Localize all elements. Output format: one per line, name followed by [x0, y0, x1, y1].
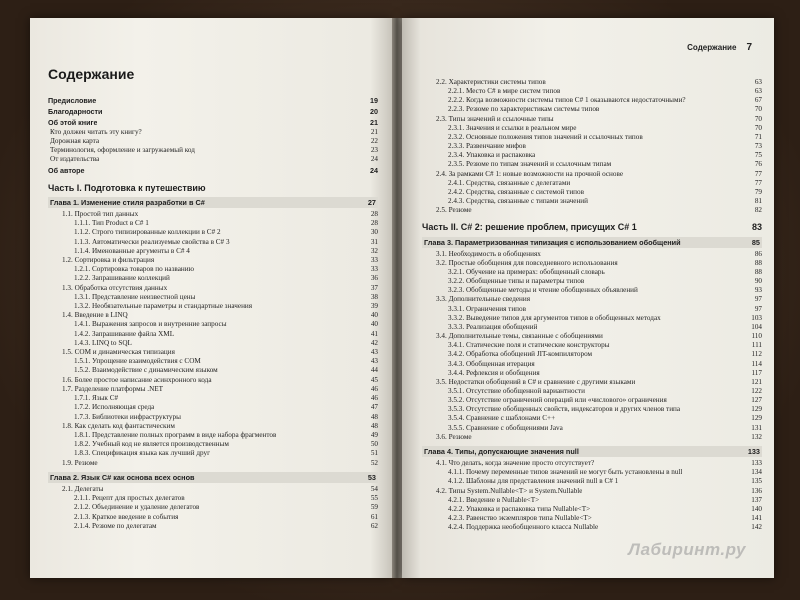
toc-entry-title: 2.4. За рамками C# 1: новые возможности на прочной основе	[436, 169, 624, 178]
toc-entry-page: 73	[754, 142, 762, 151]
toc-entry	[422, 396, 762, 405]
toc-entry-title: Благодарности	[48, 107, 103, 117]
toc-entry-page: 43	[370, 348, 378, 357]
toc-entry-title: 1.5.1. Упрощение взаимодействия с COM	[74, 357, 201, 366]
toc-entry-page: 86	[754, 249, 762, 258]
toc-entry-page: 81	[754, 197, 762, 206]
toc-entry-title: 2.2.1. Место C# в мире систем типов	[448, 87, 561, 96]
toc-entry	[422, 505, 762, 514]
toc-entry-title: 1.8. Как сделать код фантастическим	[62, 421, 175, 430]
toc-entry-page: 28	[370, 210, 378, 219]
toc-entry-title: 3.5. Недостатки обобщений в C# и сравнение с другими языками	[436, 377, 636, 386]
toc-entry	[422, 477, 762, 486]
toc-entry	[48, 422, 378, 431]
toc-entry-title: 2.3. Типы значений и ссылочные типы	[436, 114, 554, 123]
toc-entry	[422, 378, 762, 387]
toc-entry	[422, 237, 762, 248]
toc-entry-title: 3.5.2. Отсутствие ограничений операций или «числового» ограничения	[448, 396, 667, 405]
toc-entry	[422, 206, 762, 215]
toc-entry-page: 38	[370, 292, 378, 301]
page-number: 7	[746, 42, 752, 53]
toc-entry	[422, 350, 762, 359]
toc-entry-title: Часть I. Подготовка к путешествию	[48, 183, 206, 193]
toc-entry	[422, 188, 762, 197]
toc-entry-title: 4.2.2. Упаковка и распаковка типа Nullable<T>	[448, 504, 591, 513]
toc-entry-title: 2.2.3. Резюме по характеристикам системы типов	[448, 105, 600, 114]
toc-entry-page: 112	[751, 350, 762, 359]
toc-entry-page: 97	[754, 295, 762, 304]
toc-entry-title: Предисловие	[48, 96, 97, 105]
toc-entry	[48, 385, 378, 394]
toc-entry	[48, 228, 378, 237]
toc-entry	[422, 360, 762, 369]
toc-entry	[422, 314, 762, 323]
toc-entry-page: 114	[751, 359, 762, 368]
toc-entry-title: 4.2.3. Равенство экземпляров типа Nullable<T>	[448, 514, 592, 523]
toc-entry-title: Об этой книге	[48, 118, 98, 128]
toc-entry-page: 49	[370, 430, 378, 439]
toc-entry-title: 3.4.4. Рефлексия и обобщения	[448, 368, 540, 377]
toc-entry-title: 3.4.2. Обработка обобщений JIT-компилятором	[448, 350, 593, 359]
toc-entry-page: 33	[370, 265, 378, 274]
toc-entry-page: 103	[751, 313, 762, 322]
toc-entry	[422, 142, 762, 151]
toc-entry-page: 140	[751, 504, 762, 513]
toc-entry-title: Об авторе	[48, 166, 85, 176]
toc-entry-page: 55	[370, 494, 378, 503]
toc-entry-page: 133	[747, 446, 760, 456]
toc-entry-title: 3.5.3. Отсутствие обобщенных свойств, индексаторов и других членов типа	[448, 405, 681, 414]
toc-entry	[48, 459, 378, 468]
toc-entry	[48, 184, 378, 193]
toc-entry-title: От издательства	[50, 155, 100, 164]
toc-entry	[48, 330, 378, 339]
toc-entry-title: Часть II. C# 2: решение проблем, присущих C# 1	[422, 223, 637, 233]
toc-entry	[48, 274, 378, 283]
toc-entry	[48, 485, 378, 494]
toc-entry-title: 3.4. Дополнительные темы, связанные с обобщениями	[436, 332, 603, 341]
toc-entry-title: 3.4.3. Обобщенная итерация	[448, 359, 535, 368]
toc-entry-title: 2.2. Характеристики системы типов	[436, 78, 546, 86]
toc-entry-title: 1.1.3. Автоматически реализуемые свойства в C# 3	[74, 237, 230, 246]
toc-entry	[422, 487, 762, 496]
toc-entry-page: 48	[370, 421, 378, 430]
toc-entry-title: 1.7. Разделение платформы .NET	[62, 384, 164, 393]
toc-entry-title: 1.5. COM и динамическая типизация	[62, 348, 175, 357]
right-toc	[422, 78, 762, 532]
toc-entry-title: 1.1.4. Именованные аргументы в C# 4	[74, 246, 190, 255]
toc-entry-title: 2.3.2. Основные положения типов значений и ссылочных типов	[448, 132, 643, 141]
left-toc	[48, 66, 378, 531]
toc-entry-page: 76	[754, 160, 762, 169]
toc-entry	[48, 293, 378, 302]
toc-entry-title: 2.4.1. Средства, связанные с делегатами	[448, 178, 571, 187]
toc-entry	[48, 256, 378, 265]
toc-entry-page: 46	[370, 394, 378, 403]
toc-entry	[422, 78, 762, 87]
toc-entry-title: 1.2. Сортировка и фильтрация	[62, 256, 155, 265]
toc-entry-title: 1.2.1. Сортировка товаров по названию	[74, 265, 194, 274]
toc-entry-title: 2.2.2. Когда возможности системы типов C# 1 оказываются недостаточными?	[448, 96, 686, 105]
toc-entry-page: 46	[370, 384, 378, 393]
toc-entry-title: 4.1.1. Почему переменные типов значений не могут быть установлены в null	[448, 468, 683, 477]
toc-entry	[48, 449, 378, 458]
toc-entry-title: 2.1.3. Краткое введение в события	[74, 512, 179, 521]
toc-entry-page: 142	[751, 523, 762, 532]
toc-entry-title: Глава 3. Параметризованная типизация с использованием обобщений	[424, 237, 681, 247]
left-page	[30, 18, 392, 578]
toc-entry-title: 3.1. Необходимость в обобщениях	[436, 249, 541, 258]
toc-entry-page: 28	[370, 219, 378, 228]
toc-entry	[48, 219, 378, 228]
toc-entry	[422, 105, 762, 114]
toc-entry-title: 1.4.2. Запрашивание файла XML	[74, 329, 175, 338]
toc-entry	[422, 446, 762, 457]
toc-entry-title: 2.1. Делегаты	[62, 484, 104, 493]
toc-entry-page: 36	[370, 274, 378, 283]
toc-entry-page: 133	[751, 459, 762, 468]
toc-entry-page: 88	[754, 267, 762, 276]
toc-entry-title: 1.4.1. Выражения запросов и внутренние запросы	[74, 320, 227, 329]
toc-entry	[48, 247, 378, 256]
running-head-title: Содержание	[687, 43, 737, 52]
toc-entry-page: 129	[751, 414, 762, 423]
toc-entry-title: 1.3.1. Представление неизвестной цены	[74, 292, 196, 301]
toc-entry-page: 39	[370, 302, 378, 311]
toc-entry-page: 59	[370, 503, 378, 512]
toc-entry-page: 135	[751, 477, 762, 486]
toc-entry-title: 1.5.2. Взаимодействие с динамическим языком	[74, 366, 218, 375]
toc-entry-title: 4.1. Что делать, когда значение просто отсутствует?	[436, 459, 595, 468]
toc-entry-title: 2.4.2. Средства, связанные с системой типов	[448, 187, 585, 196]
toc-entry	[422, 179, 762, 188]
toc-entry	[48, 210, 378, 219]
page-title: Содержание	[48, 66, 135, 82]
toc-entry	[422, 332, 762, 341]
toc-entry-page: 52	[370, 458, 378, 467]
toc-entry-title: 2.3.1. Значения и ссылки в реальном мире	[448, 123, 577, 132]
toc-entry-page: 97	[754, 304, 762, 313]
toc-entry	[422, 151, 762, 160]
toc-entry-page: 43	[370, 357, 378, 366]
toc-entry-title: Глава 1. Изменение стиля разработки в C#	[50, 197, 205, 207]
toc-entry-title: 4.2.4. Поддержка необобщенного класса Nullable	[448, 523, 599, 532]
toc-entry	[48, 366, 378, 375]
toc-entry-title: 1.3.2. Необязательные параметры и стандартные значения	[74, 302, 253, 311]
toc-entry-page: 40	[370, 311, 378, 320]
toc-entry-page: 127	[751, 396, 762, 405]
toc-entry-page: 23	[370, 146, 378, 155]
toc-entry	[48, 513, 378, 522]
toc-entry-page: 88	[754, 258, 762, 267]
toc-entry-title: 4.2.1. Введение в Nullable<T>	[448, 495, 540, 504]
toc-entry	[422, 170, 762, 179]
right-page	[402, 18, 774, 578]
toc-entry	[48, 137, 378, 146]
toc-entry	[48, 118, 378, 127]
toc-entry	[422, 369, 762, 378]
toc-entry-page: 33	[370, 256, 378, 265]
toc-entry-title: 3.5.5. Сравнение с обобщениями Java	[448, 423, 563, 432]
toc-entry-page: 141	[751, 514, 762, 523]
toc-entry	[422, 133, 762, 142]
toc-entry-title: 1.4.3. LINQ to SQL	[74, 338, 132, 347]
toc-entry	[48, 357, 378, 366]
toc-entry	[48, 265, 378, 274]
toc-entry-title: 2.5. Резюме	[436, 206, 472, 215]
right-toc-rows	[422, 78, 762, 532]
toc-entry-page: 21	[370, 127, 378, 136]
toc-entry-title: 3.2.3. Обобщенные методы и чтение обобщенных объявлений	[448, 286, 638, 295]
book-gutter	[392, 18, 402, 578]
toc-entry	[422, 160, 762, 169]
toc-entry-title: 1.8.2. Учебный код не является производственным	[74, 440, 229, 449]
toc-entry-page: 44	[370, 366, 378, 375]
toc-entry-page: 121	[751, 377, 762, 386]
toc-entry-page: 93	[754, 286, 762, 295]
toc-entry	[422, 323, 762, 332]
toc-entry-page: 54	[370, 484, 378, 493]
toc-entry	[48, 472, 378, 483]
toc-entry-page: 70	[754, 123, 762, 132]
toc-entry-page: 45	[370, 375, 378, 384]
toc-entry-page: 21	[370, 118, 378, 128]
toc-entry	[422, 341, 762, 350]
toc-entry-page: 122	[751, 387, 762, 395]
toc-entry-title: 3.2.1. Обучение на примерах: обобщенный словарь	[448, 267, 605, 276]
toc-entry-title: 4.2. Типы System.Nullable<T> и System.Nullable	[436, 486, 583, 495]
toc-entry-page: 20	[370, 107, 378, 117]
toc-entry-page: 129	[751, 405, 762, 414]
toc-entry-title: 1.4. Введение в LINQ	[62, 311, 128, 320]
toc-entry	[48, 413, 378, 422]
toc-entry	[422, 295, 762, 304]
toc-entry-page: 50	[370, 440, 378, 449]
toc-entry-page: 104	[751, 322, 762, 331]
toc-entry	[422, 96, 762, 105]
toc-entry	[422, 405, 762, 414]
toc-entry-title: Терминология, оформление и загружаемый код	[50, 146, 195, 155]
toc-entry	[48, 431, 378, 440]
toc-entry	[48, 96, 378, 105]
toc-entry	[48, 440, 378, 449]
toc-entry-page: 134	[751, 468, 762, 477]
toc-entry	[422, 115, 762, 124]
toc-entry	[48, 403, 378, 412]
toc-entry	[422, 459, 762, 468]
toc-entry-page: 77	[754, 178, 762, 187]
toc-entry-title: 3.6. Резюме	[436, 432, 472, 441]
toc-entry-page: 47	[370, 403, 378, 412]
toc-entry	[422, 223, 762, 232]
toc-entry-page: 85	[751, 237, 760, 247]
toc-entry-page: 132	[751, 432, 762, 441]
toc-entry	[48, 238, 378, 247]
toc-entry	[422, 433, 762, 442]
toc-entry	[48, 155, 378, 164]
toc-entry-page: 70	[754, 105, 762, 114]
toc-entry	[422, 496, 762, 505]
toc-entry-title: 1.3. Обработка отсутствия данных	[62, 283, 168, 292]
toc-entry	[48, 494, 378, 503]
toc-entry-title: 2.1.2. Объединение и удаление делегатов	[74, 503, 200, 512]
toc-entry-title: 3.2. Простые обобщения для повседневного использования	[436, 258, 618, 267]
toc-entry-page: 40	[370, 320, 378, 329]
toc-entry-page: 31	[370, 237, 378, 246]
toc-entry-page: 117	[751, 368, 762, 377]
toc-entry	[48, 503, 378, 512]
toc-entry	[422, 250, 762, 259]
toc-entry-title: 3.3. Дополнительные сведения	[436, 295, 531, 304]
toc-entry-page: 19	[370, 96, 378, 105]
toc-entry-title: 2.3.5. Резюме по типам значений и ссылочным типам	[448, 160, 612, 169]
toc-entry-page: 27	[367, 197, 376, 207]
toc-entry-page: 75	[754, 151, 762, 160]
toc-entry	[422, 414, 762, 423]
toc-entry	[422, 387, 762, 396]
toc-entry-title: 1.1. Простой тип данных	[62, 210, 139, 219]
toc-entry-page: 111	[751, 341, 762, 350]
toc-entry-page: 63	[754, 78, 762, 86]
toc-entry-page: 67	[754, 96, 762, 105]
toc-entry-title: 1.9. Резюме	[62, 458, 98, 467]
toc-entry-page: 110	[751, 332, 762, 341]
toc-entry	[422, 124, 762, 133]
toc-entry-page: 37	[370, 283, 378, 292]
toc-entry-title: 3.3.3. Реализация обобщений	[448, 322, 538, 331]
toc-entry-title: 1.2.2. Запрашивание коллекций	[74, 274, 170, 283]
toc-entry-title: 1.8.1. Представление полных программ в виде набора фрагментов	[74, 430, 277, 439]
toc-entry-title: Кто должен читать эту книгу?	[50, 127, 142, 136]
toc-entry-title: 3.4.1. Статические поля и статические конструкторы	[448, 341, 610, 350]
toc-entry-title: Глава 4. Типы, допускающие значения null	[424, 446, 579, 456]
toc-entry-title: 3.2.2. Обобщенные типы и параметры типов	[448, 277, 585, 286]
toc-entry-title: 1.1.1. Тип Product в C# 1	[74, 219, 149, 228]
toc-entry-page: 24	[370, 166, 378, 176]
toc-entry-page: 77	[754, 169, 762, 178]
toc-entry-title: 3.3.2. Выведение типов для аргументов типов в обобщенных методах	[448, 313, 661, 322]
toc-entry-page: 79	[754, 187, 762, 196]
toc-entry-title: Глава 2. Язык C# как основа всех основ	[50, 472, 195, 482]
toc-entry-title: 1.7.2. Исполняющая среда	[74, 403, 155, 412]
toc-entry	[48, 339, 378, 348]
toc-entry	[422, 523, 762, 532]
toc-entry-page: 83	[751, 222, 762, 233]
toc-entry-title: 1.6. Более простое написание асинхронного кода	[62, 375, 212, 384]
toc-entry-page	[374, 184, 378, 193]
toc-entry-title: 4.1.2. Шаблоны для представления значений null в C# 1	[448, 477, 619, 486]
toc-entry-title: 1.7.1. Язык C#	[74, 394, 119, 403]
toc-entry-page: 22	[370, 136, 378, 145]
toc-entry-title: 1.1.2. Строго типизированные коллекции в C# 2	[74, 228, 221, 237]
toc-entry-title: Дорожная карта	[50, 136, 100, 145]
toc-entry-page: 90	[754, 277, 762, 286]
toc-entry	[48, 166, 378, 175]
toc-entry	[422, 259, 762, 268]
toc-entry	[48, 302, 378, 311]
toc-entry	[48, 197, 378, 208]
toc-entry-title: 3.3.1. Ограничения типов	[448, 304, 527, 313]
toc-entry-page: 70	[754, 114, 762, 123]
toc-entry-page: 136	[751, 486, 762, 495]
toc-entry-page: 24	[370, 155, 378, 164]
toc-entry-title: 2.4.3. Средства, связанные с типами значений	[448, 197, 588, 206]
toc-entry	[48, 348, 378, 357]
toc-entry-page: 137	[751, 495, 762, 504]
toc-entry-page: 32	[370, 246, 378, 255]
toc-entry-title: 2.3.4. Упаковка и распаковка	[448, 151, 536, 160]
running-head	[687, 42, 752, 53]
toc-entry	[422, 468, 762, 477]
toc-entry-page: 63	[754, 87, 762, 96]
toc-entry-title: 2.3.3. Развенчание мифов	[448, 142, 526, 151]
toc-entry	[422, 268, 762, 277]
toc-entry	[48, 394, 378, 403]
toc-entry	[422, 424, 762, 433]
toc-entry	[48, 320, 378, 329]
toc-entry-page: 61	[370, 512, 378, 521]
toc-entry-page: 82	[754, 206, 762, 215]
toc-entry-title: 1.7.3. Библиотеки инфраструктуры	[74, 412, 181, 421]
toc-entry	[48, 146, 378, 155]
watermark-logo: Лабиринт.ру	[628, 540, 746, 559]
toc-entry-title: 3.5.4. Сравнение с шаблонами C++	[448, 414, 556, 423]
toc-entry	[422, 514, 762, 523]
toc-entry	[48, 311, 378, 320]
toc-entry-page: 42	[370, 338, 378, 347]
toc-entry-page: 48	[370, 412, 378, 421]
toc-entry	[48, 128, 378, 137]
toc-entry	[422, 277, 762, 286]
toc-entry-title: 2.1.4. Резюме по делегатам	[74, 521, 157, 530]
toc-entry	[48, 107, 378, 116]
toc-entry	[422, 286, 762, 295]
toc-entry-title: 1.8.3. Спецификация языка как лучший друг	[74, 449, 211, 458]
toc-entry-title: 2.1.1. Рецепт для простых делегатов	[74, 494, 185, 503]
toc-entry-page: 131	[751, 423, 762, 432]
toc-entry	[422, 305, 762, 314]
toc-entry	[422, 87, 762, 96]
toc-entry-page: 71	[754, 132, 762, 141]
left-toc-rows	[48, 96, 378, 531]
toc-entry-title: 3.5.1. Отсутствие обобщенной вариантности	[448, 387, 585, 395]
toc-entry-page: 62	[370, 521, 378, 530]
toc-entry-page: 53	[367, 472, 376, 482]
toc-entry-page: 41	[370, 329, 378, 338]
toc-entry	[48, 376, 378, 385]
toc-entry-page: 30	[370, 228, 378, 237]
toc-entry	[422, 197, 762, 206]
toc-entry	[48, 284, 378, 293]
toc-entry	[48, 522, 378, 531]
toc-entry-page: 51	[370, 449, 378, 458]
